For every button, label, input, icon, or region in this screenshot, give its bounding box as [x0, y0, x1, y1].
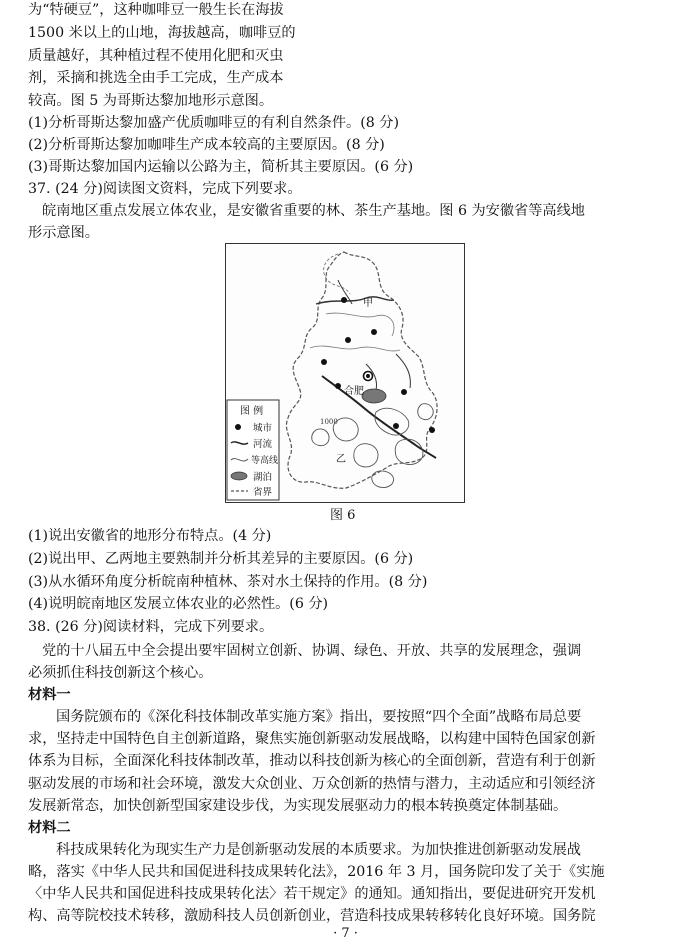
question-37-heading: 37. (24 分)阅读图文资料，完成下列要求。 — [28, 181, 302, 197]
hefei-capital-dot — [366, 374, 370, 378]
question-38-intro: 必须抓住科技创新这个核心。 — [28, 665, 213, 681]
figure-caption: 图 6 — [330, 508, 356, 523]
legend-lake-icon — [231, 472, 247, 480]
legend-contour-label: 等高线 — [251, 456, 279, 466]
question-37-3: (3)从水循环角度分析皖南种植林、茶对水土保持的作用。(8 分) — [28, 574, 428, 590]
text-line: 1500 米以上的山地，海拔越高，咖啡豆的 — [28, 25, 296, 41]
material-2-text: 科技成果转化为现实生产力是创新驱动发展的本质要求。为加快推进创新驱动发展战 — [56, 842, 581, 858]
contour-line — [312, 429, 329, 446]
question-37-1: (1)说出安徽省的地形分布特点。(4 分) — [28, 528, 272, 544]
material-1-text: 驱动发展的市场和社会环境，激发大众创业、万众创新的热情与潜力，主动适应和引领经济 — [28, 776, 596, 792]
contour-line — [354, 444, 378, 467]
material-2-title: 材料二 — [28, 820, 71, 836]
province-outline — [286, 252, 437, 488]
material-2-text: 〈中华人民共和国促进科技成果转化法〉若干规定》的通知。通知指出，要促进研究开发机 — [28, 886, 596, 902]
contour-line — [395, 439, 423, 464]
text-line: 剂，采摘和挑选全由手工完成，生产成本 — [28, 70, 284, 86]
contour-line — [310, 346, 400, 351]
material-1-title: 材料一 — [28, 687, 71, 703]
huai-river — [316, 297, 394, 304]
map-drawing — [226, 244, 464, 502]
city-marker — [335, 383, 341, 389]
city-marker — [371, 329, 377, 335]
north-border-tail — [324, 254, 350, 294]
page-number: · 7 · — [333, 926, 358, 941]
question-38-intro: 党的十八届五中全会提出要牢固树立创新、协调、绿色、开放、共享的发展理念，强调 — [42, 643, 582, 659]
city-marker — [393, 423, 399, 429]
city-marker — [341, 297, 347, 303]
legend-city-icon — [235, 424, 241, 430]
city-marker — [321, 359, 327, 365]
legend-border-label: 省界 — [253, 487, 273, 498]
river-branch — [396, 354, 410, 388]
question-36-1: (1)分析哥斯达黎加盛产优质咖啡豆的有利自然条件。(8 分) — [28, 115, 400, 131]
city-marker — [429, 427, 435, 433]
label-jia: 甲 — [363, 298, 373, 309]
map-legend — [227, 400, 279, 500]
material-2-text: 略，落实《中华人民共和国促进科技成果转化法》，2016 年 3 月，国务院印发了关于《实施 — [28, 864, 605, 880]
label-contour-1000: 1000 — [320, 418, 338, 426]
question-36-2: (2)分析哥斯达黎加咖啡生产成本较高的主要原因。(8 分) — [28, 137, 385, 153]
material-1-text: 发展新常态，加快创新型国家建设步伐，为实现发展驱动力的根本转换奠定体制基础。 — [28, 798, 568, 814]
text-line: 较高。图 5 为哥斯达黎加地形示意图。 — [28, 93, 274, 109]
material-1-text: 体系为目标，全面深化科技体制改革，推动以科技创新为核心的全面创新，营造有利于创新 — [28, 753, 596, 769]
question-36-3: (3)哥斯达黎加国内运输以公路为主，简析其主要原因。(6 分) — [28, 159, 414, 175]
material-2-text: 构、高等院校技术转移，激励科技人员创新创业，营造科技成果转移转化良好环境。国务院 — [28, 908, 596, 924]
contour-line — [372, 471, 394, 488]
material-1-text: 求，坚持走中国特色自主创新道路，聚焦实施创新驱动发展战略，以构建中国特色国家创新 — [28, 731, 596, 747]
text-line: 为“特硬豆”，这种咖啡豆一般生长在海拔 — [28, 2, 284, 18]
legend-lake-label: 湖泊 — [253, 472, 273, 483]
city-marker — [401, 389, 407, 395]
legend-river-label: 河流 — [253, 439, 273, 450]
label-yi: 乙 — [336, 454, 346, 465]
contour-line — [375, 408, 409, 435]
label-hefei: 合肥 — [344, 386, 364, 397]
contour-line — [326, 313, 394, 336]
question-37-2: (2)说出甲、乙两地主要熟制并分析其差异的主要原因。(6 分) — [28, 551, 414, 567]
question-37-4: (4)说明皖南地区发展立体农业的必然性。(6 分) — [28, 596, 329, 612]
anhui-contour-map — [225, 243, 465, 503]
city-marker — [345, 337, 351, 343]
chaohu-lake — [362, 389, 386, 403]
question-37-intro: 皖南地区重点发展立体农业，是安徽省重要的林、茶生产基地。图 6 为安徽省等高线地 — [42, 203, 585, 219]
question-37-intro: 形示意图。 — [28, 225, 99, 241]
question-38-heading: 38. (26 分)阅读材料，完成下列要求。 — [28, 619, 274, 635]
legend-title: 图 例 — [240, 406, 264, 417]
legend-city-label: 城市 — [253, 423, 273, 434]
text-line: 质量越好，其种植过程不使用化肥和灭虫 — [28, 48, 284, 64]
contour-line — [418, 404, 434, 420]
material-1-text: 国务院颁布的《深化科技体制改革实施方案》指出，要按照“四个全面”战略布局总要 — [56, 709, 582, 725]
